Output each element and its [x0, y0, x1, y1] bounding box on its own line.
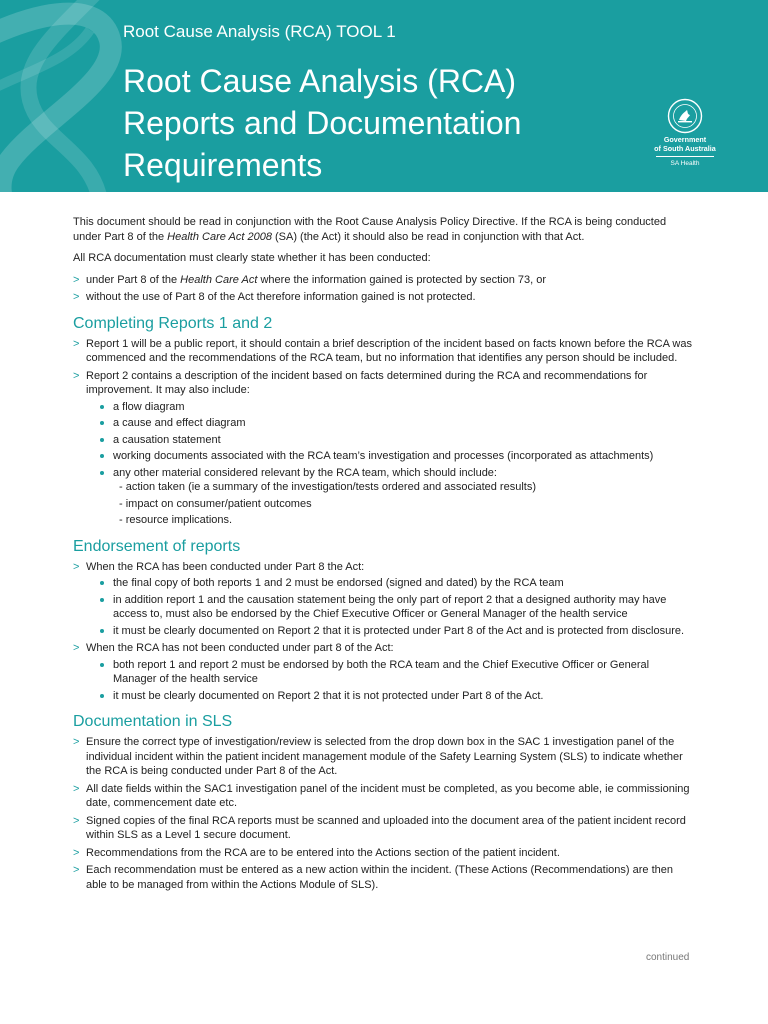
dash-item: - impact on consumer/patient outcomes	[119, 497, 312, 510]
title-line-1: Root Cause Analysis (RCA)	[123, 63, 517, 99]
arrow-marker-icon: >	[73, 736, 80, 748]
bullet-icon	[100, 581, 104, 585]
section-heading-endorsement: Endorsement of reports	[73, 537, 241, 555]
bullet-icon	[100, 629, 104, 633]
bullet-item: the final copy of both reports 1 and 2 must be endorsed (signed and dated) by the RCA team	[100, 576, 693, 591]
header-banner	[0, 0, 768, 192]
bullet-icon	[100, 471, 104, 475]
page-title	[123, 60, 643, 186]
bullet-item: a causation statement	[100, 433, 693, 448]
intro-paragraph-1: This document should be read in conjunction with the Root Cause Analysis Policy Directive. If the RCA is being conducted under Part 8 of the Health Care Act 2008 (SA) (the Act) it should also be read in conjunction with that Act.	[73, 216, 667, 243]
arrow-marker-icon: >	[73, 814, 80, 827]
list-item: > Ensure the correct type of investigation/review is selected from the drop down box in the SAC 1 investigation panel of the individual incident within the patient incident management module of the Safety Learning System (SLS) to indicate whether the RCA is being conducted under Part 8 of the Act.	[73, 736, 683, 777]
bullet-item: working documents associated with the RCA team’s investigation and processes (incorporated as attachments)	[100, 449, 693, 464]
arrow-marker-icon: >	[73, 642, 80, 654]
dash-item: - action taken (ie a summary of the investigation/tests ordered and associated results)	[119, 481, 536, 493]
title-line-3: Requirements	[123, 147, 323, 183]
list-item: > Each recommendation must be entered as a new action within the incident. (These Actions (Recommendations) are then able to be managed from within the Actions Module of SLS).	[73, 864, 673, 891]
bullet-item: it must be clearly documented on Report 2 that it is protected under Part 8 of the Act and is protected from disclosure.	[100, 624, 693, 639]
arrow-marker-icon: >	[73, 864, 80, 876]
arrow-marker-icon: >	[73, 291, 80, 303]
list-item: > without the use of Part 8 of the Act therefore information gained is not protected.	[73, 291, 476, 303]
logo-divider	[656, 156, 714, 157]
section-heading-completing-reports: Completing Reports 1 and 2	[73, 314, 273, 332]
bullet-icon	[100, 454, 104, 458]
helix-decoration	[0, 0, 130, 192]
bullet-icon	[100, 438, 104, 442]
bullet-icon	[100, 405, 104, 409]
sa-crest-icon	[667, 98, 703, 134]
list-item: > When the RCA has not been conducted under part 8 of the Act: both report 1 and report 2 must be endorsed by both the RCA team and the Chief Executive Officer or General Manager of the health service it must be clearly documented on Report 2 that it is not protected under Part 8 of the Act.	[73, 641, 693, 703]
completing-reports-list	[73, 337, 693, 528]
title-line-2: Reports and Documentation	[123, 105, 522, 141]
part8-bullets	[86, 576, 693, 638]
bullet-item: in addition report 1 and the causation statement being the only part of report 2 that a designed authority may have access to, must also be endorsed by the Chief Executive Officer or General Manager of the health service	[100, 593, 693, 622]
material-sublist	[113, 480, 693, 528]
conduct-list	[73, 273, 693, 305]
arrow-marker-icon: >	[73, 369, 80, 382]
government-logo	[648, 98, 722, 167]
list-item: > All date fields within the SAC1 investigation panel of the incident must be completed, as you become able, ie commissioning date, commencement date etc.	[73, 782, 690, 809]
bullet-icon	[100, 598, 104, 602]
arrow-marker-icon: >	[73, 337, 80, 350]
arrow-marker-icon: >	[73, 782, 80, 795]
report2-bullets	[86, 400, 693, 528]
dash-item: - resource implications.	[119, 514, 233, 526]
bullet-icon	[100, 421, 104, 425]
bullet-item: a flow diagram	[100, 400, 693, 415]
list-item: > When the RCA has been conducted under Part 8 the Act: the final copy of both reports 1 and 2 must be endorsed (signed and dated) by the RCA team in addition report 1 and the causation statement being the only part of report 2 that a designed authority may have access to, must also be endorsed by the Chief Executive Officer or General Manager of the health service it must be clearly documented on Report 2 that it is protected under Part 8 of the Act and is protected from disclosure.	[73, 560, 693, 639]
bullet-icon	[100, 694, 104, 698]
sls-list	[73, 735, 693, 892]
bullet-item: both report 1 and report 2 must be endorsed by both the RCA team and the Chief Executive Officer or General Manager of the health service	[100, 658, 693, 687]
continued-label: continued	[646, 952, 690, 963]
list-item: > under Part 8 of the Health Care Act where the information gained is protected by section 73, or	[73, 273, 547, 286]
endorsement-list	[73, 560, 693, 704]
list-item: > Report 1 will be a public report, it should contain a brief description of the incident based on facts known before the RCA was commenced and the recommendations of the RCA team, but no information that identifies any person should be included.	[73, 337, 692, 364]
list-item: > Signed copies of the final RCA reports must be scanned and uploaded into the document area of the patient incident record within SLS as a Level 1 secure document.	[73, 814, 686, 841]
document-kicker: Root Cause Analysis (RCA) TOOL 1	[123, 22, 396, 41]
list-item: > Recommendations from the RCA are to be entered into the Actions section of the patient incident.	[73, 846, 560, 859]
arrow-marker-icon: >	[73, 846, 80, 859]
bullet-icon	[100, 663, 104, 667]
non-part8-bullets	[86, 658, 693, 704]
bullet-item: it must be clearly documented on Report 2 that it is not protected under Part 8 of the Act.	[100, 689, 693, 704]
arrow-marker-icon: >	[73, 273, 80, 286]
document-body	[73, 215, 693, 895]
logo-sa-health: SA Health	[670, 160, 700, 167]
bullet-item: a cause and effect diagram	[100, 416, 693, 431]
section-heading-documentation-sls: Documentation in SLS	[73, 713, 233, 730]
arrow-marker-icon: >	[73, 560, 80, 573]
intro-paragraph-2: All RCA documentation must clearly state whether it has been conducted:	[73, 252, 431, 264]
bullet-item: any other material considered relevant by the RCA team, which should include: - action taken (ie a summary of the investigation/tests ordered and associated results) - impact on consumer/patient outcomes - resource implications.	[100, 466, 693, 528]
list-item: > Report 2 contains a description of the incident based on facts determined during the RCA and recommendations for improvement. It may also include: a flow diagram a cause and effect diagram a causation statement working documents associated with the RCA team’s investigation and processes (incorporated as attachments) any other material considered relevant by the RCA team, which should include: - action taken (ie a summary of the investigation/tests ordered and associated results) - impact on consumer/patient outcomes - resource implications.	[73, 369, 693, 528]
logo-government-text: Government of South Australia	[654, 135, 716, 153]
